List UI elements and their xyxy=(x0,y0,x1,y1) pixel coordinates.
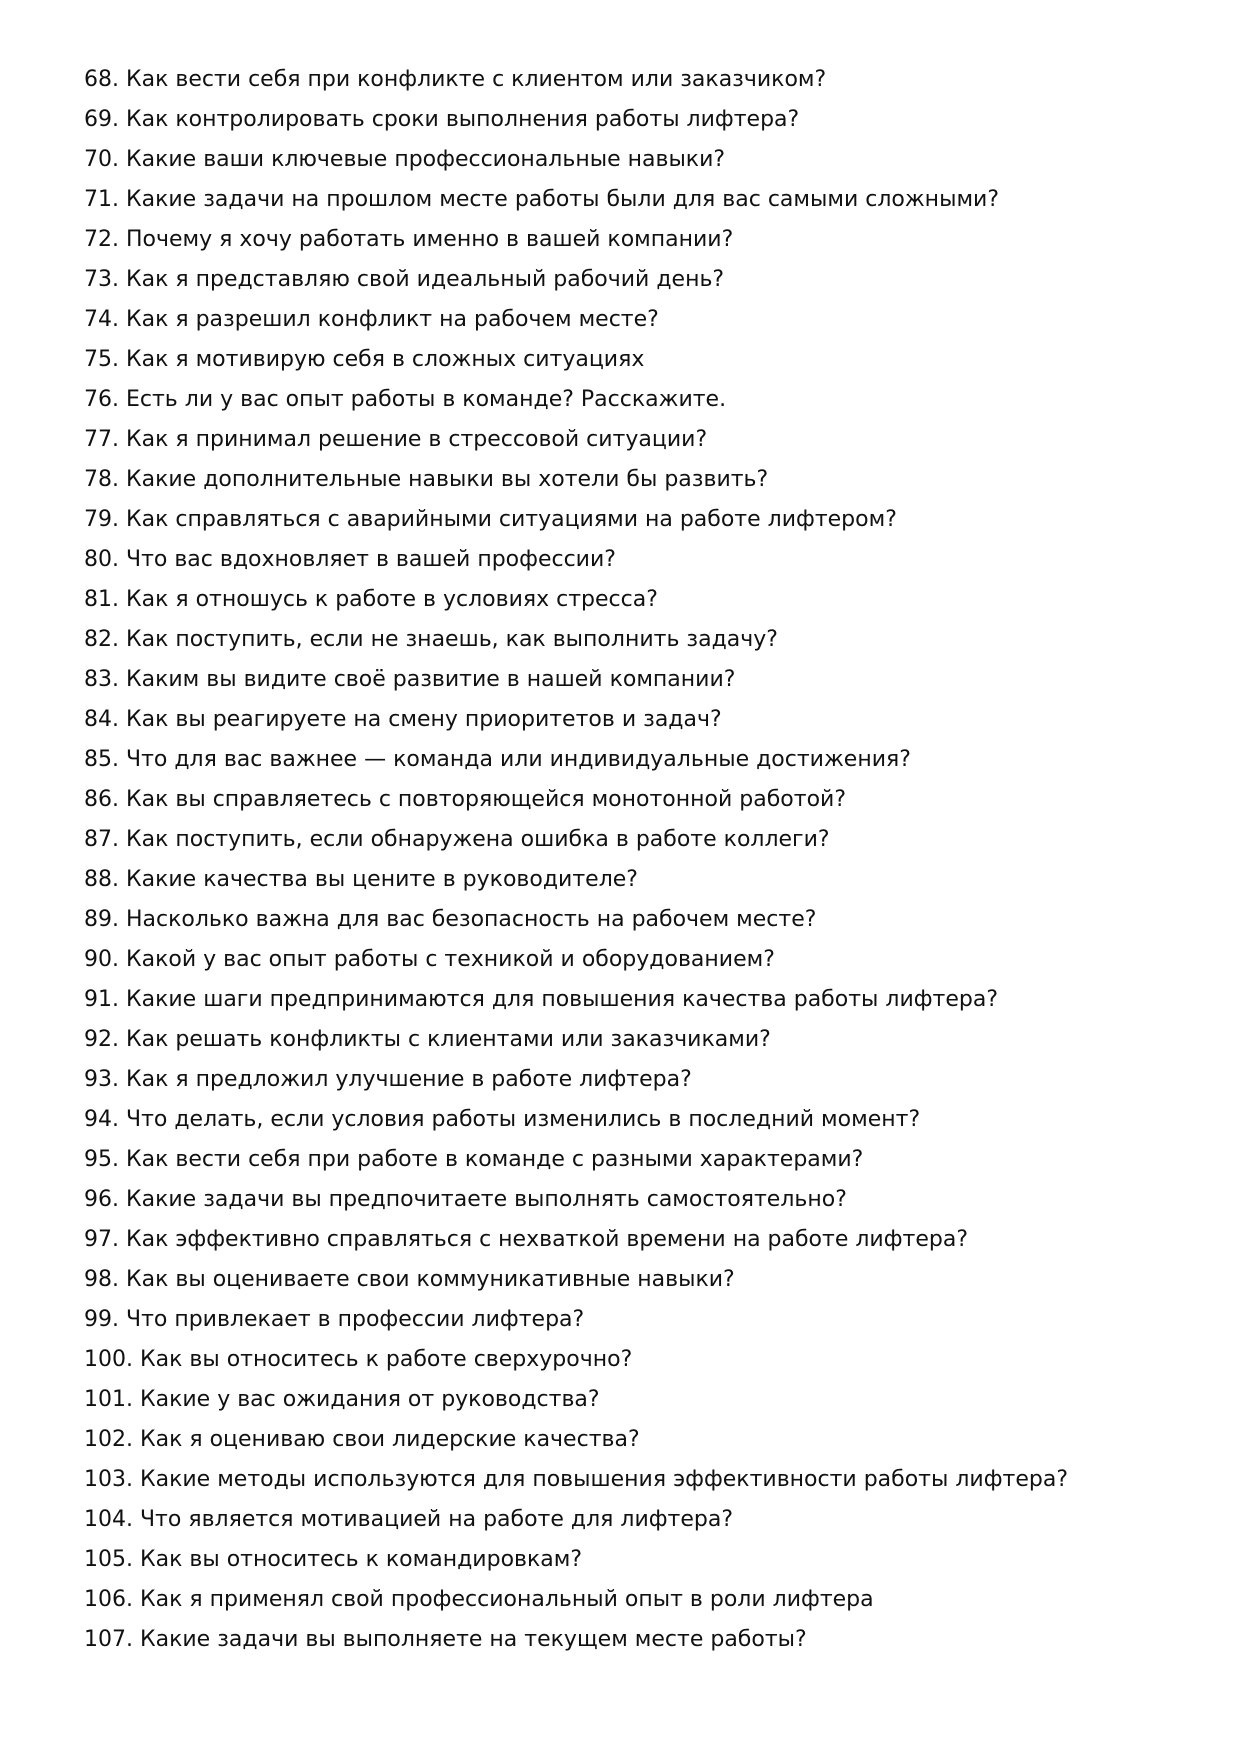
question-item: 88. Какие качества вы цените в руководителе? xyxy=(84,867,638,892)
question-item: 92. Как решать конфликты с клиентами или заказчиками? xyxy=(84,1027,771,1052)
question-item: 85. Что для вас важнее — команда или индивидуальные достижения? xyxy=(84,747,911,772)
question-item: 77. Как я принимал решение в стрессовой ситуации? xyxy=(84,427,708,452)
question-item: 100. Как вы относитесь к работе сверхурочно? xyxy=(84,1347,633,1372)
question-item: 71. Какие задачи на прошлом месте работы были для вас самыми сложными? xyxy=(84,187,1000,212)
question-item: 79. Как справляться с аварийными ситуациями на работе лифтером? xyxy=(84,507,897,532)
question-item: 93. Как я предложил улучшение в работе лифтера? xyxy=(84,1067,692,1092)
question-item: 69. Как контролировать сроки выполнения работы лифтера? xyxy=(84,107,800,132)
question-item: 91. Какие шаги предпринимаются для повышения качества работы лифтера? xyxy=(84,987,999,1012)
question-item: 80. Что вас вдохновляет в вашей профессии? xyxy=(84,547,616,572)
question-item: 98. Как вы оцениваете свои коммуникативные навыки? xyxy=(84,1267,735,1292)
question-item: 95. Как вести себя при работе в команде с разными характерами? xyxy=(84,1147,864,1172)
question-item: 72. Почему я хочу работать именно в вашей компании? xyxy=(84,227,734,252)
question-item: 70. Какие ваши ключевые профессиональные навыки? xyxy=(84,147,726,172)
question-item: 75. Как я мотивирую себя в сложных ситуациях xyxy=(84,347,645,372)
question-item: 76. Есть ли у вас опыт работы в команде? Расскажите. xyxy=(84,387,727,412)
question-item: 97. Как эффективно справляться с нехваткой времени на работе лифтера? xyxy=(84,1227,969,1252)
question-item: 83. Каким вы видите своё развитие в нашей компании? xyxy=(84,667,736,692)
question-item: 94. Что делать, если условия работы изменились в последний момент? xyxy=(84,1107,921,1132)
question-item: 101. Какие у вас ожидания от руководства? xyxy=(84,1387,600,1412)
question-item: 81. Как я отношусь к работе в условиях стресса? xyxy=(84,587,658,612)
question-item: 82. Как поступить, если не знаешь, как выполнить задачу? xyxy=(84,627,778,652)
question-item: 87. Как поступить, если обнаружена ошибка в работе коллеги? xyxy=(84,827,830,852)
question-item: 89. Насколько важна для вас безопасность на рабочем месте? xyxy=(84,907,817,932)
question-list xyxy=(84,60,1204,1660)
question-item: 90. Какой у вас опыт работы с техникой и оборудованием? xyxy=(84,947,775,972)
question-item: 106. Как я применял свой профессиональный опыт в роли лифтера xyxy=(84,1587,874,1612)
question-item: 78. Какие дополнительные навыки вы хотели бы развить? xyxy=(84,467,769,492)
question-item: 105. Как вы относитесь к командировкам? xyxy=(84,1547,583,1572)
question-item: 102. Как я оцениваю свои лидерские качества? xyxy=(84,1427,640,1452)
question-item: 74. Как я разрешил конфликт на рабочем месте? xyxy=(84,307,659,332)
question-item: 68. Как вести себя при конфликте с клиентом или заказчиком? xyxy=(84,67,827,92)
question-item: 84. Как вы реагируете на смену приоритетов и задач? xyxy=(84,707,722,732)
question-item: 103. Какие методы используются для повышения эффективности работы лифтера? xyxy=(84,1467,1069,1492)
question-item: 86. Как вы справляетесь с повторяющейся монотонной работой? xyxy=(84,787,847,812)
question-item: 104. Что является мотивацией на работе для лифтера? xyxy=(84,1507,734,1532)
question-item: 107. Какие задачи вы выполняете на текущем месте работы? xyxy=(84,1627,807,1652)
question-item: 96. Какие задачи вы предпочитаете выполнять самостоятельно? xyxy=(84,1187,847,1212)
question-item: 73. Как я представляю свой идеальный рабочий день? xyxy=(84,267,725,292)
question-item: 99. Что привлекает в профессии лифтера? xyxy=(84,1307,585,1332)
